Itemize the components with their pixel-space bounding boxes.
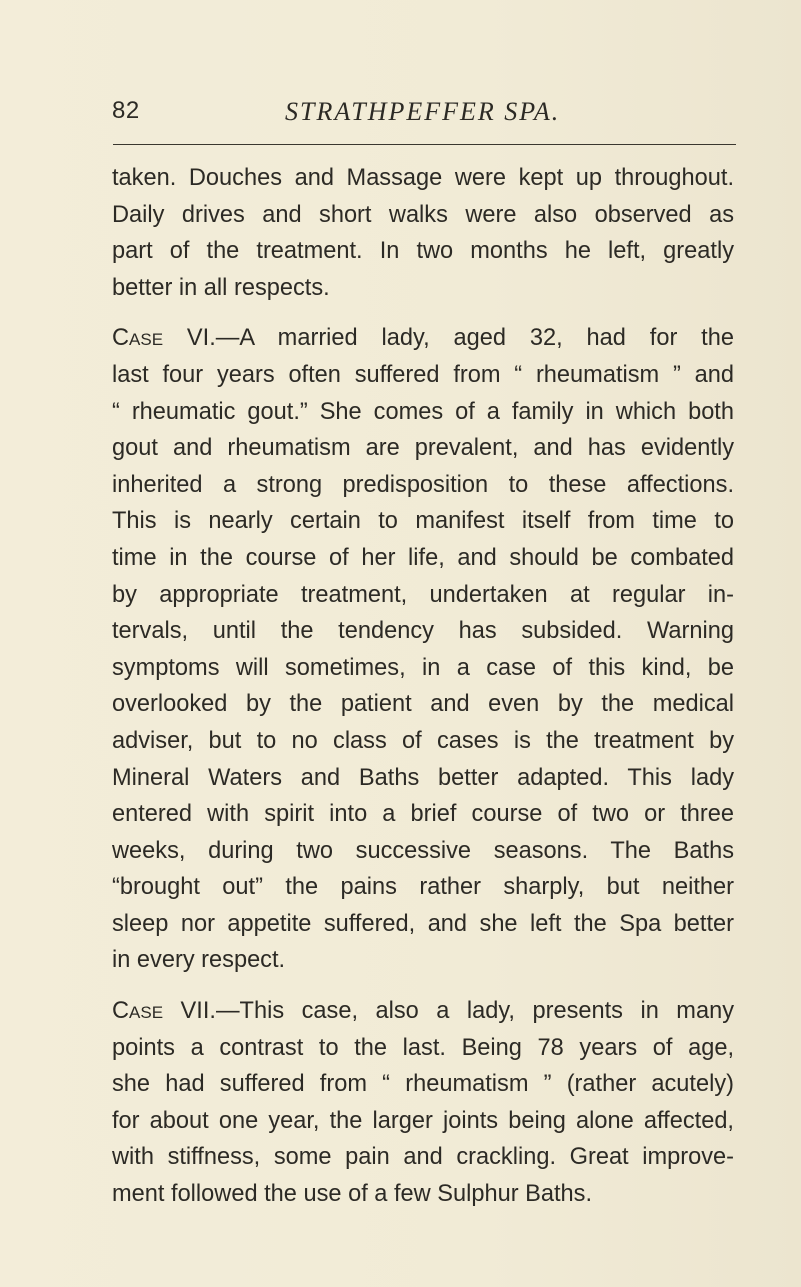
text-line: part of the treatment. In two months he left, greatly [112,238,734,265]
text-line: adviser, but to no class of cases is the treatment by [112,727,734,754]
text-line [112,993,734,1030]
text-line: Daily drives and short walks were also observed as [112,201,734,228]
text-line: inherited a strong predisposition to these affections. [112,471,734,498]
text-line: in every respect. [112,947,286,974]
running-head: STRATHPEFFER SPA. [285,97,561,126]
text-line [112,320,734,357]
text-line: taken. Douches and Massage were kept up throughout. [112,165,734,191]
text-line: last four years often suffered from “ rheumatism ” and [112,361,734,388]
text-line: time in the course of her life, and should be combated [112,544,734,571]
text-line: ment followed the use of a few Sulphur Baths. [112,1181,593,1208]
text-line: points a contrast to the last. Being 78 years of age, [112,1034,734,1061]
header-rule [113,144,736,145]
page-number: 82 [112,97,140,124]
text-line-rest: —A married lady, aged 32, had for the [215,325,734,352]
text-line: entered with spirit into a brief course of two or three [112,801,734,828]
case-heading: Case VII. [112,998,216,1025]
text-line: Mineral Waters and Baths better adapted. This lady [112,764,734,791]
text-line: overlooked by the patient and even by the medical [112,691,734,718]
page-header [112,97,732,133]
text-line: This is nearly certain to manifest itself from time to [112,508,734,535]
text-line: “ rheumatic gout.” She comes of a family in which both [112,398,734,425]
text-line-rest: —This case, also a lady, presents in many [215,998,734,1025]
text-line: symptoms will sometimes, in a case of this kind, be [112,654,734,681]
paragraph-case-vii [112,993,734,1213]
text-line: with stiffness, some pain and crackling. Great improve- [112,1144,734,1171]
text-line: “brought out” the pains rather sharply, but neither [112,874,734,901]
text-line: by appropriate treatment, undertaken at regular in- [112,581,734,608]
text-line: better in all respects. [112,274,330,301]
body-text [112,160,734,1227]
text-line: weeks, during two successive seasons. The Baths [112,837,734,864]
text-line: for about one year, the larger joints being alone affected, [112,1107,734,1134]
paragraph-1 [112,160,734,306]
text-line: sleep nor appetite suffered, and she left the Spa better [112,910,734,937]
text-line: gout and rheumatism are prevalent, and has evidently [112,435,734,462]
text-line: she had suffered from “ rheumatism ” (rather acutely) [112,1071,734,1098]
paragraph-case-vi [112,320,734,979]
case-heading: Case VI. [112,325,216,352]
text-line: tervals, until the tendency has subsided. Warning [112,618,734,645]
